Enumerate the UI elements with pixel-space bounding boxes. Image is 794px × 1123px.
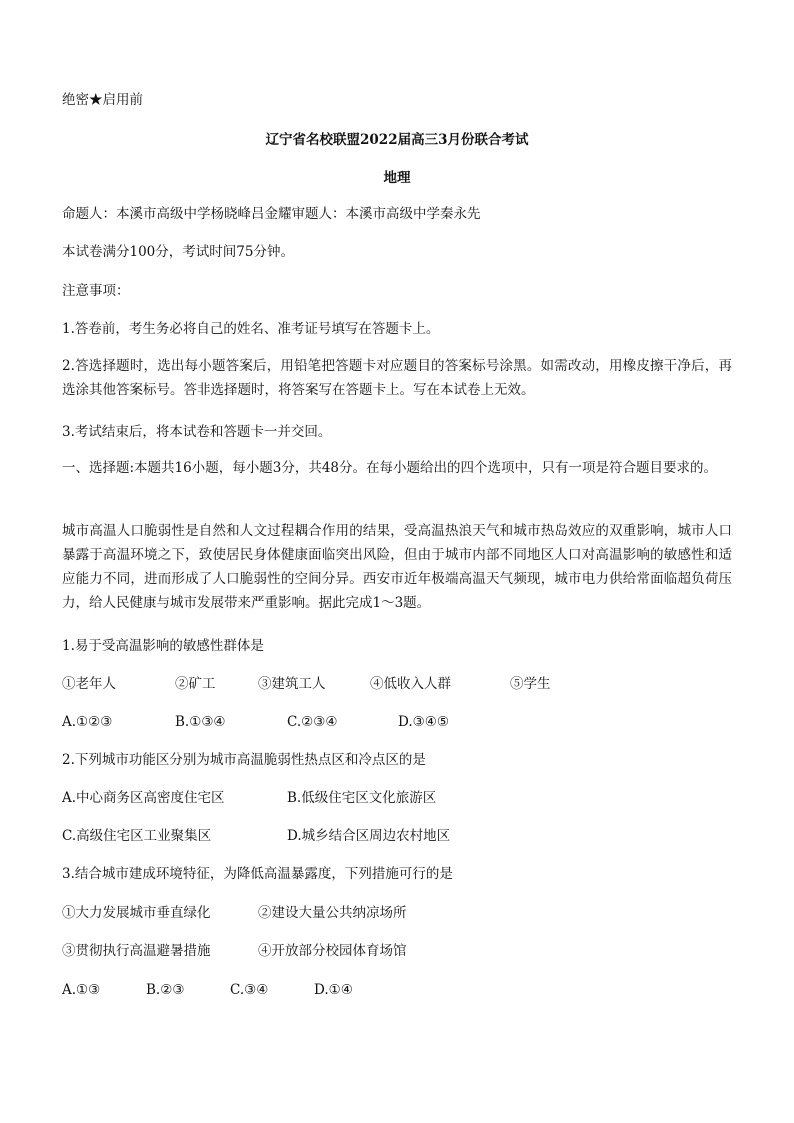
notice-item: 3.考试结束后，将本试卷和答题卡一并交回。 [62, 424, 332, 440]
question-item: ④开放部分校园体育场馆 [258, 943, 407, 959]
exam-title: 辽宁省名校联盟2022届高三3月份联合考试 [265, 132, 529, 148]
question-item: ②矿工 [175, 676, 216, 692]
answer-choice-c: C.②③④ [287, 714, 338, 730]
answer-choice-a: A.①②③ [62, 714, 113, 730]
answer-choice-a: A.①③ [62, 982, 101, 998]
answer-choice-d: D.①④ [314, 982, 353, 998]
answer-choice-a: A.中心商务区高密度住宅区 [62, 790, 225, 806]
question-item: ①老年人 [62, 676, 116, 692]
answer-choice-c: C.③④ [230, 982, 269, 998]
notice-heading: 注意事项： [62, 283, 130, 299]
question-stem: 2.下列城市功能区分别为城市高温脆弱性热点区和冷点区的是 [62, 752, 426, 768]
question-stem: 3.结合城市建成环境特征，为降低高温暴露度，下列措施可行的是 [62, 866, 453, 882]
notice-item: 2.答选择题时，选出每小题答案后，用铅笔把答题卡对应题目的答案标号涂黑。如需改动，用橡皮擦干净后，再选涂其他答案标号。答非选择题时，将答案写在答题卡上。写在本试卷上无效。 [62, 358, 732, 398]
answer-choice-b: B.低级住宅区文化旅游区 [287, 790, 437, 806]
reading-passage: 城市高温人口脆弱性是自然和人文过程耦合作用的结果，受高温热浪天气和城市热岛效应的双重影响，城市人口暴露于高温环境之下，致使居民身体健康面临突出风险，但由于城市内部不同地区人口对高温影响的敏感性和适应能力不同，进而形成了人口脆弱性的空间分异。西安市近年极端高温天气频现，城市电力供给常面临超负荷压力，给人民健康与城市发展带来严重影响。据此完成1～3题。 [62, 523, 732, 611]
answer-choice-b: B.②③ [146, 982, 185, 998]
section-heading: 一、选择题:本题共16小题，每小题3分，共48分。在每小题给出的四个选项中，只有一项是符合题目要求的。 [62, 460, 717, 476]
question-item: ③贯彻执行高温避暑措施 [62, 943, 211, 959]
question-item: ④低收入人群 [370, 676, 451, 692]
question-item: ⑤学生 [510, 676, 551, 692]
answer-choice-d: D.③④⑤ [398, 714, 449, 730]
authors-line: 命题人：本溪市高级中学杨晓峰吕金耀审题人：本溪市高级中学秦永先 [62, 206, 481, 222]
answer-choice-b: B.①③④ [175, 714, 226, 730]
subject-title: 地理 [383, 170, 411, 186]
question-item: ②建设大量公共纳凉场所 [258, 905, 407, 921]
answer-choice-d: D.城乡结合区周边农村地区 [287, 828, 451, 844]
question-item: ③建筑工人 [258, 676, 326, 692]
score-time-line: 本试卷满分100分，考试时间75分钟。 [62, 244, 294, 260]
secret-label: 绝密★启用前 [62, 92, 143, 108]
question-stem: 1.易于受高温影响的敏感性群体是 [62, 638, 264, 654]
answer-choice-c: C.高级住宅区工业聚集区 [62, 828, 212, 844]
question-item: ①大力发展城市垂直绿化 [62, 905, 211, 921]
notice-item: 1.答卷前，考生务必将自己的姓名、准考证号填写在答题卡上。 [62, 321, 440, 337]
